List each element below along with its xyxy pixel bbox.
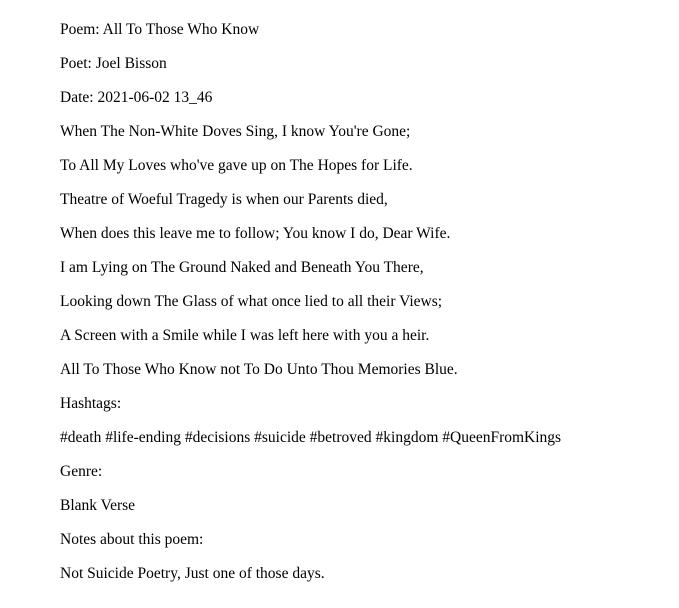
hashtags-label: Hashtags: xyxy=(60,395,122,412)
document-body xyxy=(60,20,670,598)
genre-label: Genre: xyxy=(60,463,103,480)
poem-line: I am Lying on The Ground Naked and Beneath You There, xyxy=(60,259,424,276)
poem-date: Date: 2021-06-02 13_46 xyxy=(60,89,213,106)
poem-line: To All My Loves who've gave up on The Hopes for Life. xyxy=(60,157,413,174)
poem-line: All To Those Who Know not To Do Unto Thou Memories Blue. xyxy=(60,361,458,378)
poem-title: Poem: All To Those Who Know xyxy=(60,21,260,38)
poem-line: Looking down The Glass of what once lied to all their Views; xyxy=(60,293,443,310)
poem-line: When does this leave me to follow; You know I do, Dear Wife. xyxy=(60,225,451,242)
notes-value: Not Suicide Poetry, Just one of those days. xyxy=(60,565,325,582)
hashtags-value: #death #life-ending #decisions #suicide #betroved #kingdom #QueenFromKings xyxy=(60,429,562,446)
poem-line: A Screen with a Smile while I was left here with you a heir. xyxy=(60,327,430,344)
genre-value: Blank Verse xyxy=(60,497,136,514)
notes-label: Notes about this poem: xyxy=(60,531,204,548)
poem-line: Theatre of Woeful Tragedy is when our Parents died, xyxy=(60,191,388,208)
poet-name: Poet: Joel Bisson xyxy=(60,55,167,72)
poem-line: When The Non-White Doves Sing, I know You're Gone; xyxy=(60,123,411,140)
